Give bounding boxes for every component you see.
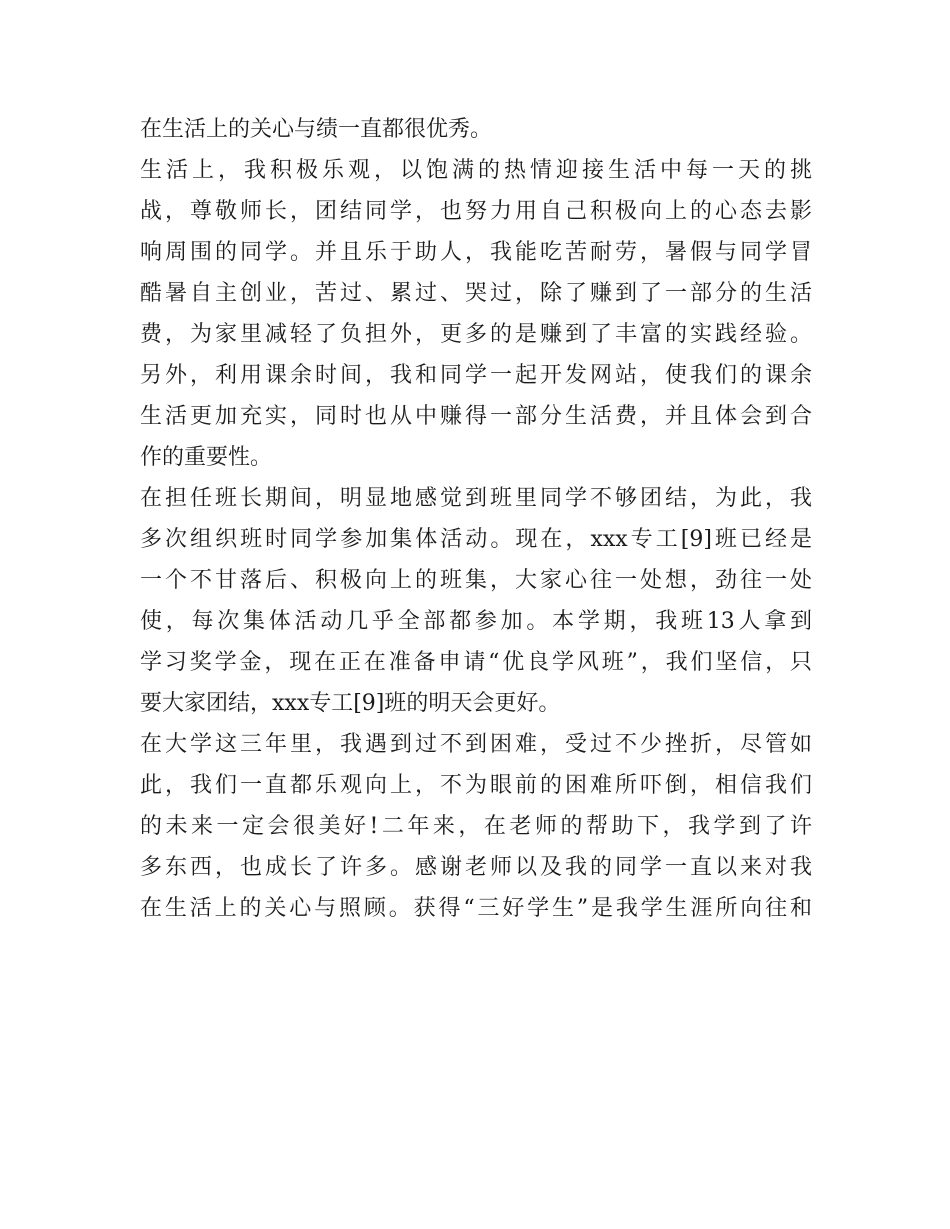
text-line-2: 生活上，我积极乐观，以饱满的热情迎接生活中每一天的挑 [140, 158, 812, 183]
text-line-17: 此，我们一直都乐观向上，不为眼前的困难所吓倒，相信我们 [140, 773, 812, 798]
text-line-8: 生活更加充实，同时也从中赚得一部分生活费，并且体会到合 [140, 404, 812, 429]
text-line-4: 响周围的同学。并且乐于助人，我能吃苦耐劳，暑假与同学冒 [140, 240, 812, 265]
text-line-10: 在担任班长期间，明显地感觉到班里同学不够团结，为此，我 [140, 486, 812, 511]
document-body [140, 109, 812, 929]
text-line-20: 在生活上的关心与照顾。获得“三好学生”是我学生涯所向往和 [140, 896, 812, 921]
text-line-1: 在生活上的关心与绩一直都很优秀。 [140, 117, 493, 142]
text-line-19: 多东西，也成长了许多。感谢老师以及我的同学一直以来对我 [140, 855, 812, 880]
text-line-12: 一个不甘落后、积极向上的班集，大家心往一处想，劲往一处 [140, 568, 812, 593]
text-line-9: 作的重要性。 [140, 445, 273, 470]
text-line-13: 使，每次集体活动几乎全部都参加。本学期，我班13人拿到 [140, 609, 812, 634]
text-line-15: 要大家团结，xxx专工[9]班的明天会更好。 [140, 691, 561, 716]
text-line-5: 酷暑自主创业，苦过、累过、哭过，除了赚到了一部分的生活 [140, 281, 812, 306]
text-line-7: 另外，利用课余时间，我和同学一起开发网站，使我们的课余 [140, 363, 812, 388]
text-line-18: 的未来一定会很美好!二年来，在老师的帮助下，我学到了许 [140, 814, 812, 839]
text-line-6: 费，为家里减轻了负担外，更多的是赚到了丰富的实践经验。 [140, 322, 812, 347]
text-line-11: 多次组织班时同学参加集体活动。现在，xxx专工[9]班已经是 [140, 527, 812, 552]
text-line-16: 在大学这三年里，我遇到过不到困难，受过不少挫折，尽管如 [140, 732, 812, 757]
text-line-14: 学习奖学金，现在正在准备申请“优良学风班”，我们坚信，只 [140, 650, 812, 675]
text-line-3: 战，尊敬师长，团结同学，也努力用自己积极向上的心态去影 [140, 199, 812, 224]
